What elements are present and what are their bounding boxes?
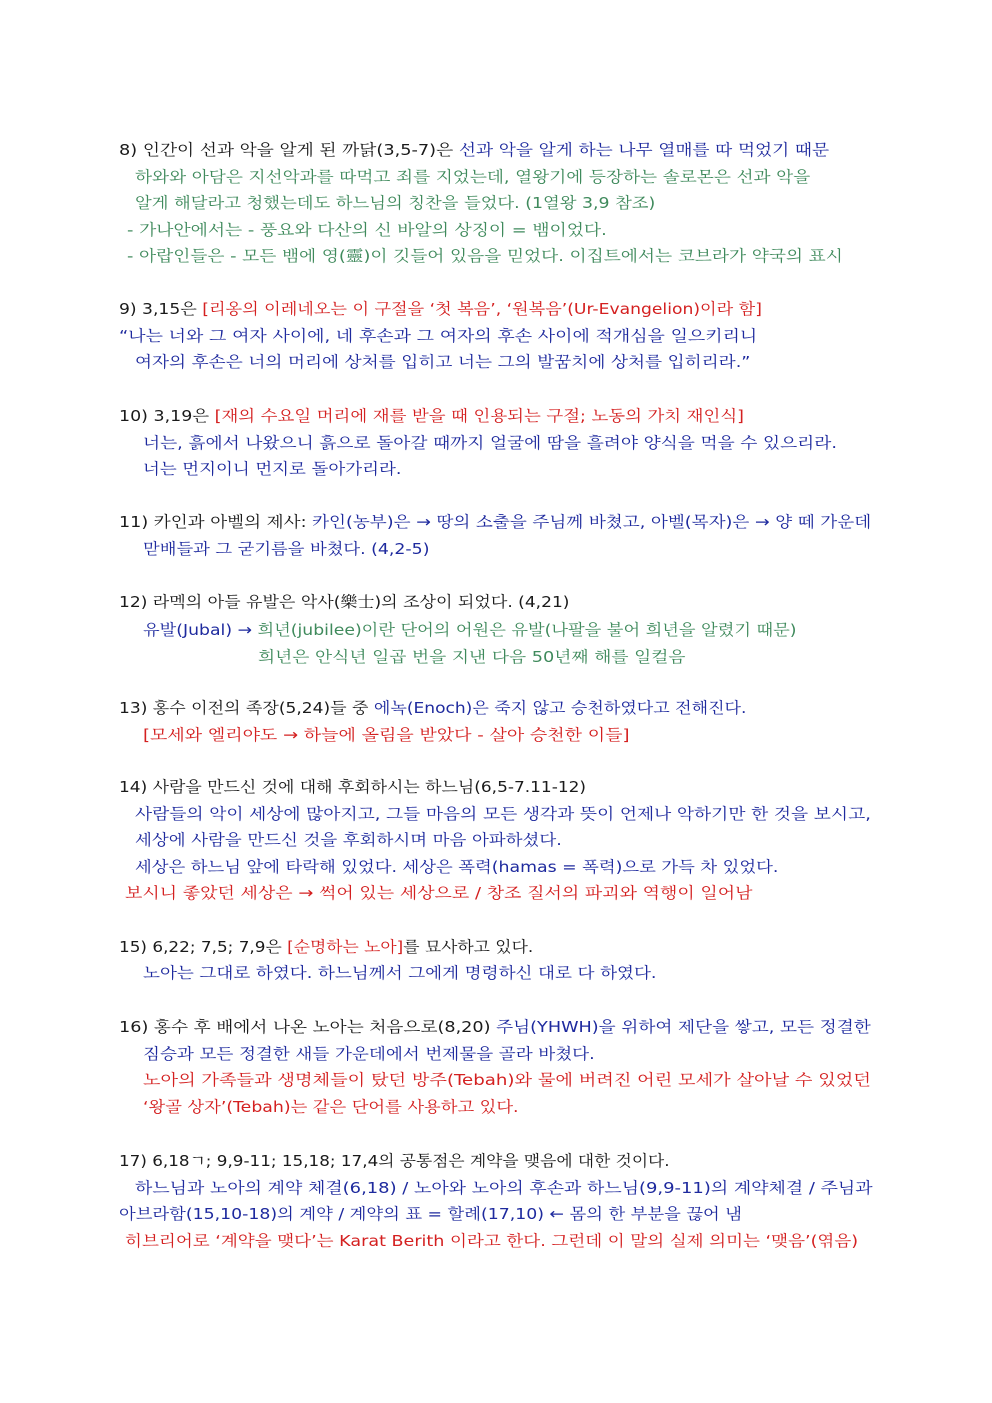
text-segment: 너는, 흙에서 나왔으니 흙으로 돌아갈 때까지 얼굴에 땀을 흘려야 양식을 먹을 수 있으리라. [143,434,837,452]
item-17-line-1 [119,1151,670,1171]
item-8-line-1 [119,140,829,160]
item-14-line-3 [135,830,562,850]
text-segment: 선과 악을 알게 하는 나무 열매를 따 먹었기 때문 [458,141,830,159]
text-segment: 여자의 후손은 너의 머리에 상처를 입히고 너는 그의 발꿈치에 상처를 입히리라.” [135,353,751,371]
text-segment: 세상은 하느님 앞에 타락해 있었다. 세상은 폭력(hamas = 폭력)으로 가득 차 있었다. [135,858,779,876]
item-14-line-1 [119,777,586,797]
item-8-line-2 [135,167,810,187]
text-segment: [순명하는 노아] [287,938,404,956]
text-segment: 17) 6,18ㄱ; 9,9-11; 15,18; 17,4의 공통점은 계약을 맺음에 대한 것이다. [119,1152,670,1170]
text-segment: 맏배들과 그 굳기름을 바쳤다. (4,2-5) [143,540,430,558]
text-segment: 보시니 좋았던 세상은 → 썩어 있는 세상으로 / 창조 질서의 파괴와 역행이 일어남 [125,884,753,902]
item-16-line-2 [143,1044,595,1064]
item-9-line-2 [119,326,757,346]
item-17-line-2 [135,1178,873,1198]
item-11-line-1 [119,512,871,532]
text-segment: 아브라함(15,10-18)의 계약 / 계약의 표 = 할례(17,10) ← 몸의 한 부분을 끊어 냄 [119,1205,742,1223]
text-segment: 카인(농부)은 → 땅의 소출을 주님께 바쳤고, 아벨(목자)은 → 양 떼 가운데 [312,513,872,531]
text-segment: 히브리어로 ‘계약을 맺다’는 Karat Berith 이라고 한다. 그런데 이 말의 실제 의미는 ‘맺음’(엮음) [125,1232,859,1250]
item-8-line-5 [127,246,843,266]
text-segment: 14) 사람을 만드신 것에 대해 후회하시는 하느님(6,5-7.11-12) [119,778,587,796]
text-segment: 유발(Jubal) → [143,621,258,639]
item-16-line-3 [143,1070,871,1090]
item-8-line-4 [127,220,607,240]
item-10-line-1 [119,406,744,426]
text-segment: 를 묘사하고 있다. [403,938,534,956]
item-12-line-3 [258,647,686,667]
item-10-line-2 [143,433,837,453]
text-segment: 16) 홍수 후 배에서 나온 노아는 처음으로(8,20) [119,1018,497,1036]
text-segment: 하와와 아담은 지선악과를 따먹고 죄를 지었는데, 열왕기에 등장하는 솔로몬은 선과 악을 [135,168,811,186]
item-9-line-1 [119,299,762,319]
item-14-line-4 [135,857,778,877]
text-segment: 너는 먼지이니 먼지로 돌아가리라. [143,460,402,478]
text-segment: 12) 라멕의 아들 유발은 악사(樂士)의 조상이 되었다. (4,21) [119,593,570,611]
text-segment: 세상에 사람을 만드신 것을 후회하시며 마음 아파하셨다. [135,831,562,849]
text-segment: 알게 해달라고 청했는데도 하느님의 칭찬을 들었다. (1열왕 3,9 참조) [135,194,656,212]
text-segment: 15) 6,22; 7,5; 7,9은 [119,938,288,956]
text-segment: 희년(jubilee)이란 단어의 어원은 유발(나팔을 불어 희년을 알렸기 때문) [257,621,797,639]
text-segment: - 아랍인들은 - 모든 뱀에 영(靈)이 깃들어 있음을 믿었다. 이집트에서는 코브라가 약국의 표시 [127,247,843,265]
item-16-line-4 [143,1097,519,1117]
text-segment: 사람들의 악이 세상에 많아지고, 그들 마음의 모든 생각과 뜻이 언제나 악하기만 한 것을 보시고, [135,805,871,823]
item-15-line-2 [143,963,657,983]
text-segment: 13) 홍수 이전의 족장(5,24)들 중 [119,699,374,717]
item-14-line-5 [125,883,752,903]
text-segment: 10) 3,19은 [119,407,215,425]
text-segment: 노아는 그대로 하였다. 하느님께서 그에게 명령하신 대로 다 하였다. [143,964,657,982]
item-8-line-3 [135,193,655,213]
text-segment: 노아의 가족들과 생명체들이 탔던 방주(Tebah)와 물에 버려진 어린 모세가 살아날 수 있었던 [143,1071,871,1089]
item-12-line-1 [119,592,569,612]
text-segment: 에녹(Enoch)은 죽지 않고 승천하였다고 전해진다. [373,699,747,717]
text-segment: - 가나안에서는 - 풍요와 다산의 신 바알의 상징이 = 뱀이었다. [127,221,607,239]
item-12-line-2 [143,620,797,640]
item-17-line-4 [125,1231,858,1251]
text-segment: 짐승과 모든 정결한 새들 가운데에서 번제물을 골라 바쳤다. [143,1045,595,1063]
text-segment: 희년은 안식년 일곱 번을 지낸 다음 50년째 해를 일컬음 [258,648,686,666]
text-segment: [재의 수요일 머리에 재를 받을 때 인용되는 구절; 노동의 가치 재인식] [214,407,744,425]
item-9-line-3 [135,352,750,372]
item-14-line-2 [135,804,871,824]
text-segment: [리옹의 이레네오는 이 구절을 ‘첫 복음’, ‘원복음’(Ur-Evangelion)이라 함] [202,300,762,318]
item-16-line-1 [119,1017,871,1037]
item-13-line-2 [143,725,629,745]
item-13-line-1 [119,698,746,718]
item-11-line-2 [143,539,429,559]
text-segment: ‘왕골 상자’(Tebah)는 같은 단어를 사용하고 있다. [143,1098,519,1116]
item-15-line-1 [119,937,533,957]
text-segment: 8) 인간이 선과 악을 알게 된 까닭(3,5-7)은 [119,141,459,159]
text-segment: 11) 카인과 아벨의 제사: [119,513,313,531]
text-segment: “나는 너와 그 여자 사이에, 네 후손과 그 여자의 후손 사이에 적개심을 일으키리니 [119,327,758,345]
item-10-line-3 [143,459,401,479]
text-segment: [모세와 엘리야도 → 하늘에 올림을 받았다 - 살아 승천한 이들] [143,726,630,744]
text-segment: 9) 3,15은 [119,300,203,318]
text-segment: 하느님과 노아의 계약 체결(6,18) / 노아와 노아의 후손과 하느님(9,9-11)의 계약체결 / 주님과 [135,1179,873,1197]
text-segment: 주님(YHWH)을 위하여 제단을 쌓고, 모든 정결한 [496,1018,871,1036]
item-17-line-3 [119,1204,742,1224]
